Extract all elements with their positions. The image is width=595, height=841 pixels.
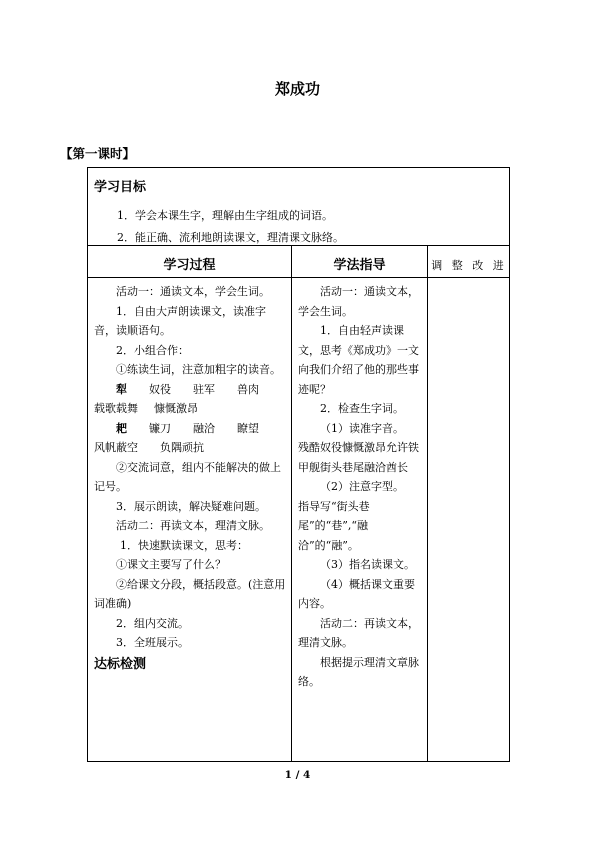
col-divider-1 bbox=[291, 245, 292, 762]
vocab-word: 负隅顽抗 bbox=[160, 441, 204, 454]
check-heading: 达标检测 bbox=[94, 656, 147, 672]
vocab-word: 风帆蔽空 bbox=[94, 441, 138, 454]
vocab-word: 载歌载舞 bbox=[94, 402, 138, 415]
column-header-adjust: 调 整 改 进 bbox=[431, 259, 507, 272]
step-1-2b: ②交流词意，组内不能解决的做上记号。 bbox=[94, 460, 281, 493]
vocab-row-4 bbox=[94, 438, 287, 458]
vocab-word: 奴役 bbox=[149, 382, 171, 396]
goals-divider bbox=[87, 245, 510, 246]
vocab-word: 犁 bbox=[116, 382, 127, 396]
step-2-1: 1．快速默读课文，思考： bbox=[120, 538, 248, 552]
step-2-3: 3．全班展示。 bbox=[116, 636, 189, 649]
page-number: 1 / 4 bbox=[284, 769, 311, 781]
vocab-word: 驻军 bbox=[193, 382, 215, 396]
step-1-1: 1．自由大声朗读课文，读准字音，读顺语句。 bbox=[94, 304, 266, 337]
header-divider bbox=[87, 277, 510, 278]
vocab-word: 慷慨激昂 bbox=[154, 402, 198, 415]
vocab-row-1 bbox=[94, 380, 287, 400]
guide-step-2-4: （4）概括课文重要内容。 bbox=[298, 577, 415, 610]
step-1-3: 3．展示朗读，解决疑难问题。 bbox=[116, 499, 266, 513]
vocab-word: 耙 bbox=[116, 421, 127, 435]
lesson-label: 【第一课时】 bbox=[60, 146, 136, 161]
guide-step-2-3: （3）指名读课文。 bbox=[320, 558, 415, 571]
step-2-1b: ②给课文分段，概括段意。(注意用词准确) bbox=[94, 577, 286, 610]
guide-step-1: 1．自由轻声读课文，思考《郑成功》一文向我们介绍了他的那些事迹呢？ bbox=[298, 324, 419, 396]
guide-step-2-2: （2）注意字型。 bbox=[320, 480, 404, 493]
guide-step-2a: 根据提示理清文章脉络。 bbox=[298, 655, 419, 688]
page-title: 郑成功 bbox=[274, 80, 320, 98]
step-2-1a: ①课文主要写了什么？ bbox=[116, 558, 226, 571]
guide-vocab: 残酷奴役慷慨激昂允许铁甲舰街头巷尾融洽酋长 bbox=[298, 441, 419, 474]
guide-activity-2: 活动二：再读文本，理清文脉。 bbox=[298, 616, 419, 649]
vocab-word: 融洽 bbox=[193, 421, 215, 435]
process-column bbox=[94, 282, 287, 674]
column-header-process: 学习过程 bbox=[163, 258, 216, 273]
column-header-guide: 学法指导 bbox=[333, 258, 386, 273]
step-2-2: 2．组内交流。 bbox=[116, 616, 189, 630]
step-1-2a: ①练读生词，注意加粗字的读音。 bbox=[116, 363, 281, 376]
goal-item-1: 1．学会本课生字，理解由生字组成的词语。 bbox=[117, 209, 333, 222]
guide-activity-1: 活动一：通读文本，学会生词。 bbox=[298, 285, 419, 318]
guide-step-2-1: （1）读准字音。 bbox=[320, 421, 404, 435]
vocab-row-3 bbox=[94, 419, 287, 439]
vocab-row-2 bbox=[94, 399, 287, 419]
activity-1: 活动一：通读文本，学会生词。 bbox=[116, 285, 270, 298]
col-divider-2 bbox=[427, 245, 428, 762]
guide-column bbox=[298, 282, 424, 692]
vocab-word: 瞭望 bbox=[237, 421, 259, 435]
guide-step-2: 2．检查生字词。 bbox=[320, 402, 404, 415]
guide-writing: 指导写“街头巷尾”的“巷”,“融洽”的“融”。 bbox=[298, 499, 370, 552]
goal-item-2: 2．能正确、流利地朗读课文，理清课文脉络。 bbox=[117, 231, 344, 244]
goals-heading: 学习目标 bbox=[94, 180, 147, 195]
step-1-2: 2．小组合作： bbox=[116, 343, 189, 357]
activity-2: 活动二：再读文本，理清文脉。 bbox=[116, 519, 270, 532]
vocab-word: 镰刀 bbox=[149, 421, 171, 435]
vocab-word: 兽肉 bbox=[237, 382, 259, 396]
